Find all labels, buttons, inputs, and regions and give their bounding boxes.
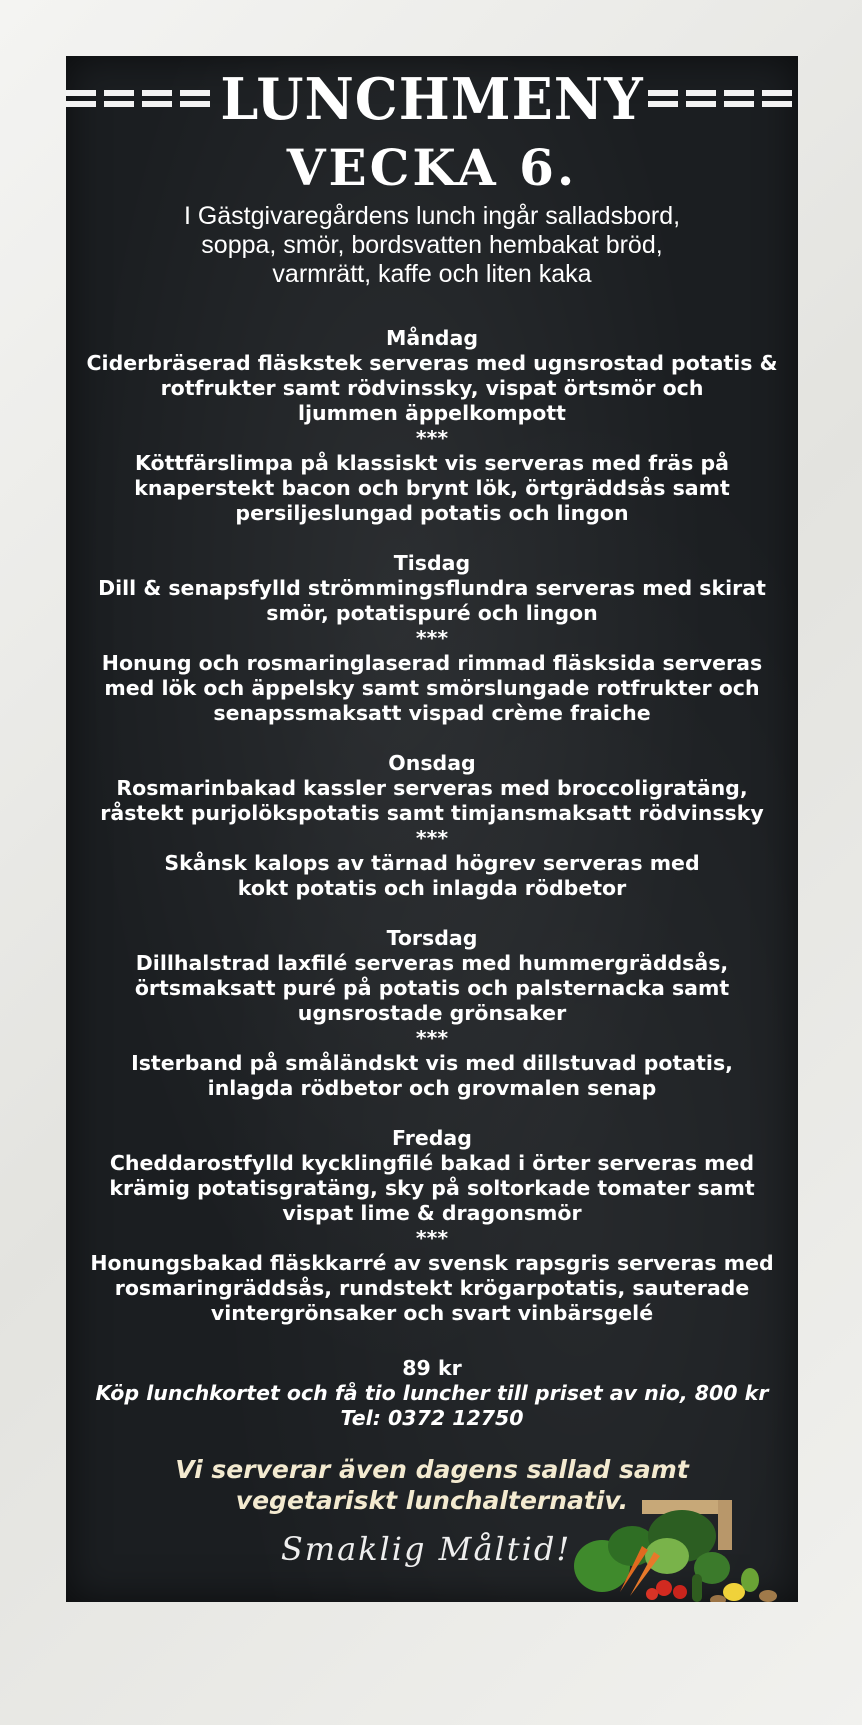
dish-line: Dill & senapsfylld strömmingsflundra serveras med skirat <box>98 576 766 600</box>
dish-line: Honungsbakad fläskkarré av svensk rapsgris serveras med <box>90 1251 774 1275</box>
day-friday <box>74 1126 790 1326</box>
dish-line: smör, potatispuré och lingon <box>266 601 598 625</box>
dish-line: Skånsk kalops av tärnad högrev serveras med <box>164 851 700 875</box>
title-row <box>66 64 798 134</box>
extra-line: vegetariskt lunchalternativ. <box>235 1486 629 1515</box>
dish <box>74 651 790 726</box>
vegetable-crate-icon <box>572 1496 788 1602</box>
chalkboard <box>66 56 798 1602</box>
dish-line: persiljeslungad potatis och lingon <box>235 501 629 525</box>
dish-line: Ciderbräserad fläskstek serveras med ugnsrostad potatis & <box>86 351 778 375</box>
dish-line: kokt potatis och inlagda rödbetor <box>237 876 627 900</box>
intro-line: varmrätt, kaffe och liten kaka <box>272 260 592 288</box>
dish-line: örtsmaksatt puré på potatis och palsternacka samt <box>134 976 730 1000</box>
dish-line: ugnsrostade grönsaker <box>297 1001 567 1025</box>
dish-line: rosmaringräddsås, rundstekt krögarpotatis, sauterade <box>114 1276 750 1300</box>
dish-separator: *** <box>415 1026 449 1050</box>
dish-line: krämig potatisgratäng, sky på soltorkade tomater samt <box>109 1176 755 1200</box>
extra-line: Vi serverar även dagens sallad samt <box>175 1455 689 1484</box>
dish-line: Isterband på småländskt vis med dillstuvad potatis, <box>131 1051 733 1075</box>
intro-line: I Gästgivaregårdens lunch ingår salladsbord, <box>183 202 681 230</box>
dish <box>74 1051 790 1101</box>
day-name: Tisdag <box>393 551 471 575</box>
day-name: Måndag <box>385 326 478 350</box>
dish-separator: *** <box>415 426 449 450</box>
weekly-menu <box>74 326 790 1351</box>
dish <box>74 851 790 901</box>
dish-line: Cheddarostfylld kycklingfilé bakad i örter serveras med <box>109 1151 755 1175</box>
dish-line: Rosmarinbakad kassler serveras med broccoligratäng, <box>116 776 748 800</box>
day-wednesday <box>74 751 790 901</box>
dish-separator: *** <box>415 1226 449 1250</box>
lunch-card-offer: Köp lunchkortet och få tio luncher till priset av nio, 800 kr <box>95 1381 769 1405</box>
intro-line: soppa, smör, bordsvatten hembakat bröd, <box>201 231 663 259</box>
dish <box>74 776 790 826</box>
phone-number: Tel: 0372 12750 <box>340 1406 524 1430</box>
dish <box>74 351 790 426</box>
dish <box>74 451 790 526</box>
day-thursday <box>74 926 790 1101</box>
dish <box>74 1251 790 1326</box>
dish-line: rotfrukter samt rödvinssky, vispat örtsmör och <box>160 376 704 400</box>
day-monday <box>74 326 790 526</box>
dish <box>74 1151 790 1226</box>
dish-line: råstekt purjolökspotatis samt timjansmaksatt rödvinssky <box>100 801 764 825</box>
dish-line: inlagda rödbetor och grovmalen senap <box>207 1076 657 1100</box>
dish-line: Köttfärslimpa på klassiskt vis serveras med fräs på <box>135 451 729 475</box>
dish-separator: *** <box>415 826 449 850</box>
day-name: Onsdag <box>388 751 476 775</box>
price: 89 kr <box>402 1356 462 1380</box>
dish-line: senapssmaksatt vispad crème fraiche <box>213 701 651 725</box>
dish <box>74 576 790 626</box>
dish-line: Honung och rosmaringlaserad rimmad fläsksida serveras <box>101 651 763 675</box>
dish-line: med lök och äppelsky samt smörslungade rotfrukter och <box>104 676 760 700</box>
week-label: VECKA 6. <box>286 138 578 197</box>
dish-line: vispat lime & dragonsmör <box>282 1201 582 1225</box>
signoff: Smaklig Måltid! <box>280 1530 572 1568</box>
dish <box>74 951 790 1026</box>
title-decoration-right <box>648 86 798 112</box>
dish-line: Dillhalstrad laxfilé serveras med hummergräddsås, <box>135 951 729 975</box>
dish-separator: *** <box>415 626 449 650</box>
day-name: Torsdag <box>386 926 478 950</box>
title-decoration-left <box>66 86 216 112</box>
dish-line: knaperstekt bacon och brynt lök, örtgräddsås samt <box>134 476 730 500</box>
price-info <box>66 1356 798 1431</box>
day-tuesday <box>74 551 790 726</box>
day-name: Fredag <box>392 1126 472 1150</box>
menu-title: LUNCHMENY <box>220 65 644 133</box>
intro-text <box>106 202 758 289</box>
dish-line: ljummen äppelkompott <box>297 401 566 425</box>
dish-line: vintergrönsaker och svart vinbärsgelé <box>210 1301 654 1325</box>
